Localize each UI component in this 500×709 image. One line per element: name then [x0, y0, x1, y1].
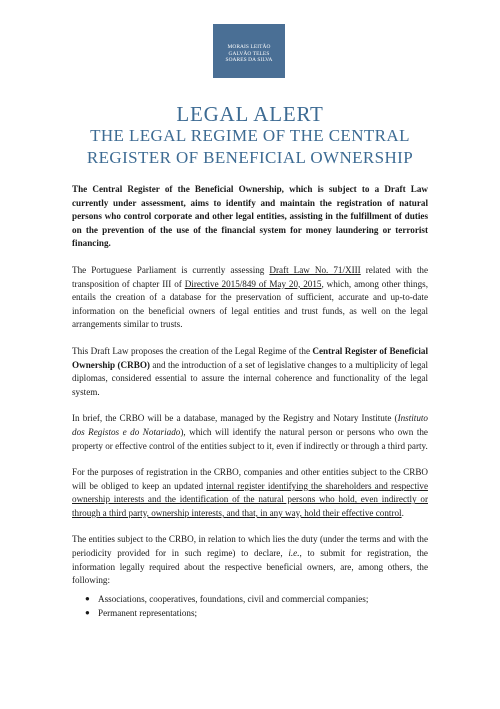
paragraph-draft-law	[72, 264, 428, 332]
paragraph-registration	[72, 466, 428, 520]
p2-text-a: This Draft Law proposes the creation of the Legal Regime of the	[72, 345, 313, 356]
ie-abbreviation: i.e.	[288, 548, 300, 559]
bullet-icon: ●	[85, 593, 90, 603]
internal-register-requirement: internal register identifying the shareholders and respective ownership interests and the identification of the natural persons who hold, even indirectly or through a third party, ownership interests, and that, in any way, hold their effective control	[72, 480, 429, 518]
document-body	[72, 183, 428, 620]
directive-reference: Directive 2015/849 of May 20, 2015	[184, 278, 322, 289]
logo-line-1: MORAIS LEITÃO	[227, 44, 271, 51]
document-title: LEGAL ALERT	[176, 102, 324, 126]
p4-text-a: For the purposes of registration in the CRBO, companies and other entities subject to the CRBO will be obliged to keep an updated	[72, 467, 428, 491]
p1-text-a: The Portuguese Parliament is currently assessing	[72, 264, 270, 275]
p3-text-a: In brief, the CRBO will be a database, managed by the Registry and Notary Institute (	[72, 413, 398, 424]
list-item-text: Associations, cooperatives, foundations, civil and commercial companies;	[98, 593, 369, 604]
firm-logo	[213, 24, 285, 78]
lead-paragraph: The Central Register of the Beneficial Ownership, which is subject to a Draft Law currently under assessment, aims to identify and maintain the registration of natural persons who control corporate and other legal entities, assisting in the fulfillment of duties on the prevention of the use of the financial system for money laundering or terrorist financing.	[72, 184, 428, 249]
paragraph-crbo-database	[72, 412, 428, 453]
p5-text-a: The entities subject to the CRBO, in relation to which lies the duty (under the terms and with the periodicity provided for in such regime) to declare,	[72, 534, 428, 559]
p1-text-c: , which, among other things, entails the creation of a database for the preservation of sufficient, accurate and up-to-date information on the beneficial owners of legal entities and trust funds, as well on the legal arrangements similar to trusts.	[72, 278, 429, 330]
list-item	[85, 592, 428, 606]
bullet-icon: ●	[85, 607, 90, 617]
list-item	[85, 606, 428, 620]
draft-law-reference: Draft Law No. 71/XIII	[269, 264, 361, 275]
p1-text-b: related with the transposition of chapter III of	[72, 264, 428, 289]
entities-list	[72, 592, 428, 620]
paragraph-crbo-creation	[72, 345, 428, 399]
institute-name: Instituto dos Registos e do Notariado	[72, 413, 428, 437]
document-subtitle-line-1: THE LEGAL REGIME OF THE CENTRAL	[90, 126, 410, 145]
p4-text-b: .	[401, 507, 404, 518]
logo-line-3: SOARES DA SILVA	[225, 57, 273, 64]
crbo-name: Central Register of Beneficial Ownership (CRBO)	[72, 345, 428, 370]
list-item-text: Permanent representations;	[98, 607, 198, 618]
logo-line-2: GALVÃO TELES	[228, 50, 270, 57]
p5-text-b: , to submit for registration, the information legally required about the respective beneficial owners, are, among others, the following:	[72, 548, 428, 586]
p2-text-b: and the introduction of a set of legislative changes to a multiplicity of legal diplomas, considered essential to assure the internal coherence and functionality of the legal system.	[72, 359, 428, 397]
paragraph-entities-subject	[72, 533, 428, 587]
p3-text-b: ), which will identify the natural person or persons who own the property or effective control of the entities subject to it, even if indirectly or through a third party.	[72, 426, 428, 451]
document-subtitle-line-2: REGISTER OF BENEFICIAL OWNERSHIP	[86, 148, 414, 167]
